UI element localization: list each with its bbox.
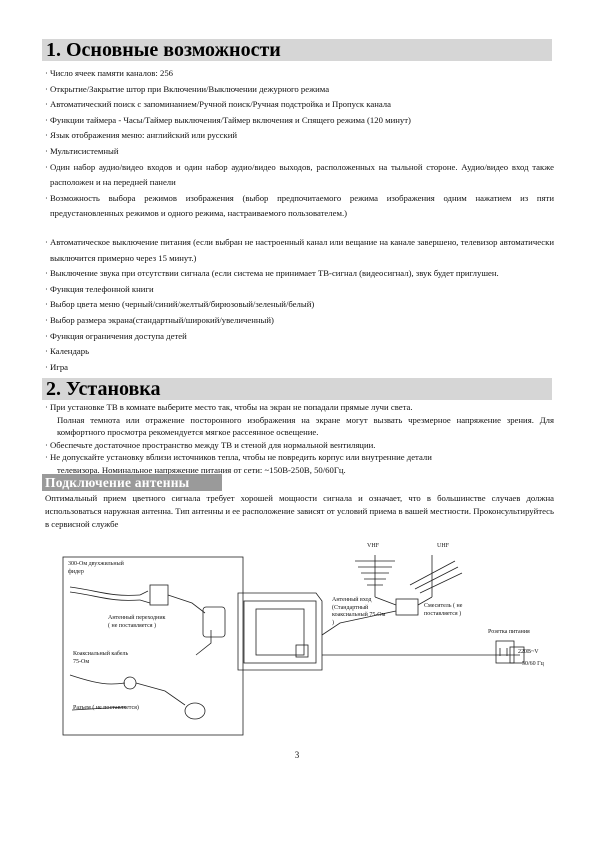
features-list: [45, 66, 554, 375]
mixer-box-icon: [396, 599, 418, 615]
antenna-connection-diagram: [0, 535, 595, 745]
list-item: · Язык отображения меню: английский или русский: [45, 128, 554, 144]
list-item: · Автоматический поиск с запоминанием/Ручной поиск/Ручная подстройка и Пропуск канала: [45, 97, 554, 113]
list-item-text: телевизора. Номинальное напряжение питания от сети: ~150В-250В, 50/60Гц.: [57, 464, 346, 475]
section-installation-heading: 2. Установка: [46, 378, 161, 400]
coax-label: Коаксиальный кабель 75-Ом: [73, 651, 129, 665]
list-item: · Игра: [45, 360, 554, 376]
list-item-text: При установке ТВ в комнате выберите место так, чтобы на экран не попадали прямые лучи света.: [50, 402, 413, 412]
list-item: · Календарь: [45, 344, 554, 360]
adapter-label: Антенный переходник ( не поставляется ): [108, 615, 166, 629]
list-item-text: Полная темнота или отражение посторонного изображения на экране могут вызвать чрезмерное напряжение зрения. Для комфортного просмотра рекомендуется мягкое рассеянное освещение.: [57, 414, 554, 437]
list-item: [45, 401, 554, 439]
tv-back-icon: [238, 593, 322, 670]
list-item: · Выбор размера экрана(стандартный/широкий/увеличенный): [45, 313, 554, 329]
list-item: · Обеспечьте достаточное пространство между ТВ и стеной для нормальной вентиляции.: [45, 439, 554, 452]
list-item: · Автоматическое выключение питания (если выбран не настроенный канал или вещание на канале завершено, телевизор автоматически выключится примерно через 15 минут.): [45, 235, 554, 266]
section-features-heading: 1. Основные возможности: [46, 39, 281, 61]
list-item-text: Не допускайте установку вблизи источников тепла, чтобы не повредить корпус или внутренние детали: [50, 452, 432, 462]
coax-connector-icon: [124, 677, 136, 689]
list-item: · Функция ограничения доступа детей: [45, 329, 554, 345]
page-number: 3: [294, 750, 300, 760]
list-item: · Открытие/Закрытие штор при Включении/Выключении дежурного режима: [45, 82, 554, 98]
list-item: · Мультисистемный: [45, 144, 554, 160]
coax-plug-icon: [185, 703, 205, 719]
installation-list: [45, 401, 554, 476]
vhf-label: VHF: [367, 543, 380, 549]
list-item: [45, 451, 554, 476]
adapter-plug-icon: [203, 607, 225, 637]
list-item: · Функции таймера - Часы/Таймер выключения/Таймер включения и Спящего режима (120 минут): [45, 113, 554, 129]
uhf-label: UHF: [437, 543, 450, 549]
antenna-subheading-text: Подключение антенны: [45, 475, 190, 490]
voltage-label: 220В~V: [518, 649, 539, 655]
power-socket-icon: [496, 641, 514, 663]
antenna-subheading: [42, 474, 222, 491]
list-item: · Число ячеек памяти каналов: 256: [45, 66, 554, 82]
coax-cable: [70, 675, 125, 684]
twin-feeder-cable: [70, 587, 140, 595]
list-item: · Функция телефонной книги: [45, 282, 554, 298]
antenna-paragraph: Оптимальный прием цветного сигнала требует хорошей мощности сигнала и означает, что в большинстве случаев должна использоваться наружная антенна. Тип антенны и ее расположение зависят от условий приема в вашей местности. Проконсультируйтесь в сервисной службе: [45, 493, 554, 529]
plug-label: Разъем ( не поставляется): [73, 705, 139, 711]
antenna-input-label: Антенный вход (Стандартный коаксиальный 75-Ом ): [332, 597, 386, 626]
mixer-label: Смеситель ( не поставляется ): [424, 603, 463, 617]
list-item: · Выбор цвета меню (черный/синий/желтый/бирюзовый/зеленый/белый): [45, 297, 554, 313]
list-item: · Возможность выбора режимов изображения (выбор предпочитаемого режима изображения одним нажатием из пяти предустановленных режимов и одного режима, настраиваемого пользователем.): [45, 191, 554, 222]
section-features-title: [42, 39, 552, 61]
frequency-label: 50/60 Гц: [522, 661, 544, 667]
list-item: · Выключение звука при отсутствии сигнала (если система не принимает ТВ-сигнал (видеосигнал), звук будет приглушен.: [45, 266, 554, 282]
antenna-adapter-icon: [150, 585, 168, 605]
list-item: · Один набор аудио/видео входов и один набор аудио/видео выходов, расположенных на тыльной стороне. Аудио/видео вход также расположен и на передней панели: [45, 160, 554, 191]
socket-label: Розетка питания: [488, 629, 530, 635]
feeder-label: 300-Ом двухжильный фидер: [68, 561, 124, 575]
section-installation-title: [42, 378, 552, 400]
